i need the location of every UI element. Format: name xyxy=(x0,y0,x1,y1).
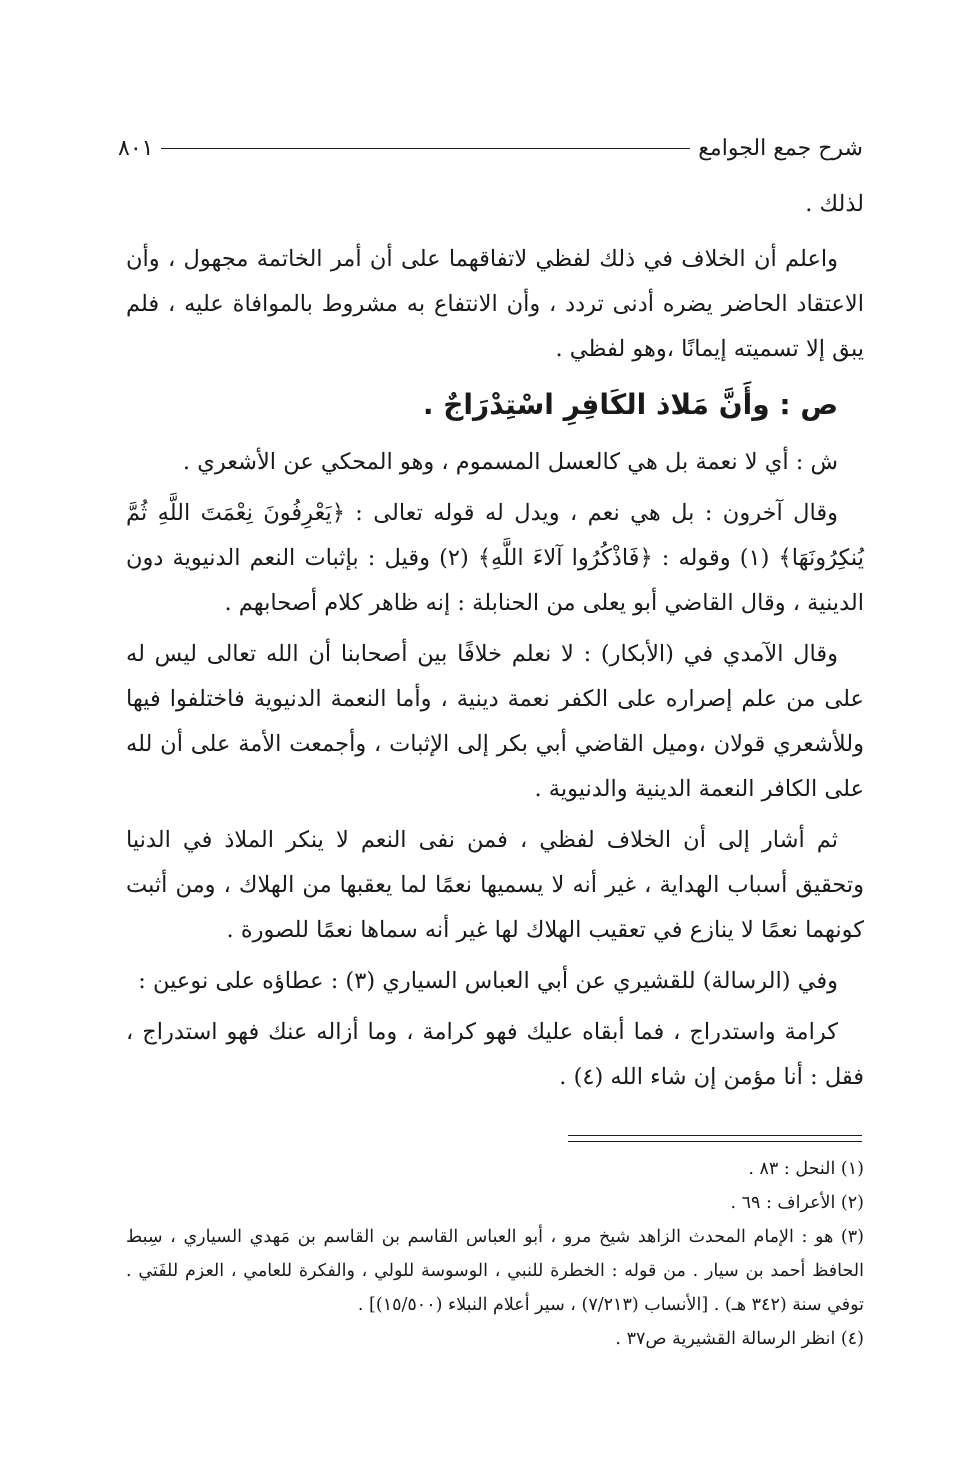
paragraph-sharh: ش : أي لا نعمة بل هي كالعسل المسموم ، وهو المحكي عن الأشعري . xyxy=(182,449,838,475)
footnote-2: (٢) الأعراف : ٦٩ . xyxy=(730,1193,864,1213)
footnotes xyxy=(126,1152,864,1356)
paragraph-karama: كرامة واستدراج ، فما أبقاه عليك فهو كرامة ، وما أزاله عنك فهو استدراج ، فقل : أنا مؤمن إن شاء الله (٤) . xyxy=(126,1019,864,1090)
paragraph-khilaf: واعلم أن الخلاف في ذلك لفظي لاتفاقهما على أن أمر الخاتمة مجهول ، وأن الاعتقاد الحاضر يضره أدنى تردد ، وأن الانتفاع به مشروط بالموافاة عليه ، فلم يبق إلا تسميته إيمانًا ،وهو لفظي . xyxy=(126,246,864,362)
paragraph-risala: وفي (الرسالة) للقشيري عن أبي العباس السياري (٣) : عطاؤه على نوعين : xyxy=(138,968,838,994)
page-number: ٨٠١ xyxy=(118,135,154,161)
paragraph-lafzi: ثم أشار إلى أن الخلاف لفظي ، فمن نفى النعم لا ينكر الملاذ في الدنيا وتحقيق أسباب الهداية ، غير أنه لا يسميها نعمًا لما يعقبها من الهلاك ، ومن أثبت كونهما نعمًا لا ينازع في تعقيب الهلاك لها غير أنه سماها نعمًا للصورة . xyxy=(126,827,864,943)
header-rule xyxy=(161,148,690,149)
paragraph-continuation: لذلك . xyxy=(805,191,864,217)
matn-heading: ص : وأَنَّ مَلاذ الكَافِرِ اسْتِدْرَاجٌ . xyxy=(422,388,838,421)
paragraph-amidi: وقال الآمدي في (الأبكار) : لا نعلم خلافًا بين أصحابنا أن الله تعالى ليس له على من علم إصراره على الكفر نعمة دينية ، وأما النعمة الدنيوية فاختلفوا فيها وللأشعري قولان ،وميل القاضي أبي بكر إلى الإثبات ، وأجمعت الأمة على أن لله على الكافر النعمة الدينية والدنيوية . xyxy=(126,641,864,802)
footnote-separator xyxy=(568,1135,862,1142)
footnote-1: (١) النحل : ٨٣ . xyxy=(748,1159,864,1179)
running-header xyxy=(118,128,863,168)
footnote-3: (٣) هو : الإمام المحدث الزاهد شيخ مرو ، أبو العباس القاسم بن القاسم بن مَهدي السياري ، سِبط الحافظ أحمد بن سيار . من قوله : الخطرة للنبي ، الوسوسة للولي ، والفكرة للعامي ، العزم للفَتي . توفي سنة (٣٤٢ هـ) . [الأنساب (٧/٢١٣) ، سير أعلام النبلاء (١٥/٥٠٠)] . xyxy=(126,1227,864,1315)
paragraph-others: وقال آخرون : بل هي نعم ، ويدل له قوله تعالى : ﴿يَعْرِفُونَ نِعْمَتَ اللَّهِ ثُمَّ يُنكِرُونَهَا﴾ (١) وقوله : ﴿فَاذْكُرُوا آلاءَ اللَّهِ﴾ (٢) وقيل : بإثبات النعم الدنيوية دون الدينية ، وقال القاضي أبو يعلى من الحنابلة : إنه ظاهر كلام أصحابهم . xyxy=(126,500,864,616)
main-text xyxy=(126,182,864,1106)
footnote-4: (٤) انظر الرسالة القشيرية ص٣٧ . xyxy=(615,1329,864,1349)
book-title: شرح جمع الجوامع xyxy=(698,135,863,161)
